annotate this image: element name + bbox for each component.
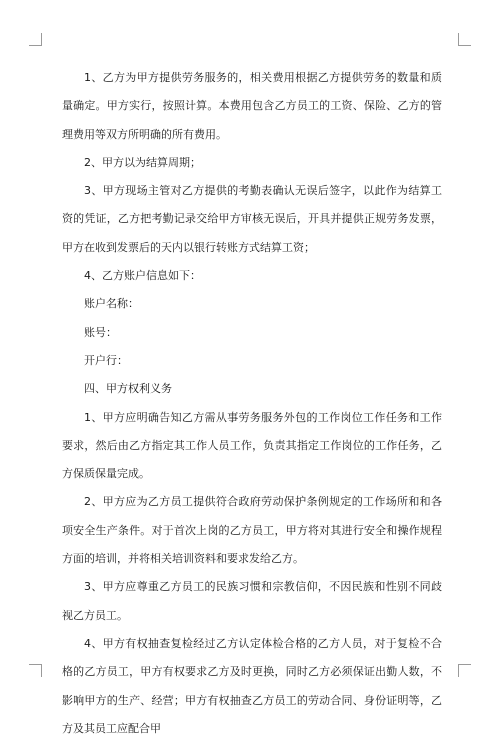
paragraph-respect-customs: 3、甲方应尊重乙方员工的民族习惯和宗教信仰，不因民族和性别不同歧视乙方员工。 [62, 580, 442, 622]
crop-mark-top-left [29, 33, 42, 46]
paragraph-fee-basis: 1、乙方为甲方提供劳务服务的，相关费用根据乙方提供劳务的数量和质量确定。甲方实行，按照计算。本费用包含乙方员工的工资、保险、乙方的管理费用等双方所明确的所有费用。 [62, 71, 442, 141]
crop-mark-bottom-left [29, 664, 42, 677]
field-bank: 开户行： [84, 353, 128, 367]
paragraph-job-requirements: 1、甲方应明确告知乙方需从事劳务服务外包的工作岗位工作任务和工作要求，然后由乙方指定其工作人员工作，负责其指定工作岗位的工作任务，乙方保质保量完成。 [62, 410, 442, 481]
paragraph-settlement-cycle: 2、甲方以为结算周期； [84, 155, 201, 169]
paragraph-account-info: 4、乙方账户信息如下： [84, 269, 201, 283]
document-body [62, 64, 442, 743]
paragraph-workplace-safety: 2、甲方应为乙方员工提供符合政府劳动保护条例规定的工作场所和和各项安全生产条件。对于首次上岗的乙方员工，甲方将对其进行安全和操作规程方面的培训，并将相关培训资料和要求发给乙方。 [62, 495, 442, 566]
section-heading-party-a-rights: 四、甲方权利义务 [84, 382, 172, 396]
field-account-number: 账号： [84, 325, 117, 339]
crop-mark-bottom-right [458, 664, 471, 677]
paragraph-attendance-settlement: 3、甲方现场主管对乙方提供的考勤表确认无误后签字，以此作为结算工资的凭证，乙方把考勤记录交给甲方审核无误后，开具并提供正规劳务发票，甲方在收到发票后的天内以银行转账方式结算工资； [62, 184, 442, 254]
field-account-name: 账户名称： [84, 297, 139, 311]
paragraph-medical-recheck: 4、甲方有权抽查复检经过乙方认定体检合格的乙方人员，对于复检不合格的乙方员工，甲方有权要求乙方及时更换，同时乙方必须保证出勤人数，不影响甲方的生产、经营；甲方有权抽查乙方员工的劳动合同、身份证明等，乙方及其员工应配合甲 [62, 636, 442, 735]
crop-mark-top-right [458, 33, 471, 46]
